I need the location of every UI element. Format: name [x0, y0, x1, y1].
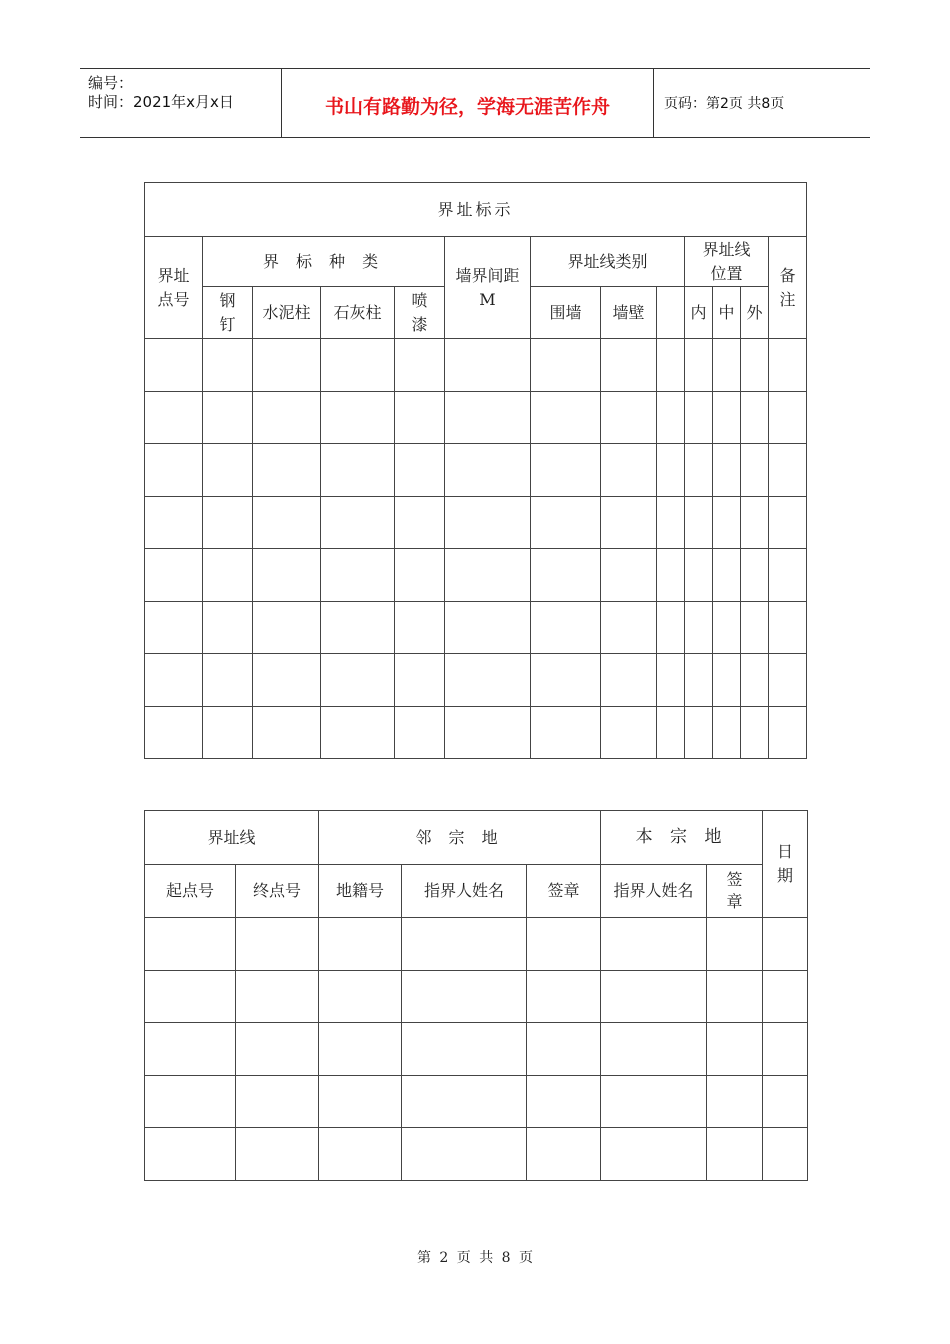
table-cell[interactable]: [531, 444, 601, 497]
table-cell[interactable]: [395, 549, 445, 602]
table-cell[interactable]: [145, 391, 203, 444]
table-cell[interactable]: [319, 1023, 402, 1076]
table-cell[interactable]: [657, 391, 685, 444]
table-cell[interactable]: [145, 706, 203, 759]
header-neighbor-parcel: 邻 宗 地: [319, 811, 601, 865]
table-cell[interactable]: [769, 339, 807, 392]
page-header: [80, 68, 870, 138]
table-cell[interactable]: [145, 444, 203, 497]
table-cell[interactable]: [531, 496, 601, 549]
table-cell[interactable]: [769, 706, 807, 759]
table-cell[interactable]: [741, 496, 769, 549]
table-cell[interactable]: [445, 601, 531, 654]
table-cell[interactable]: [321, 391, 395, 444]
table-cell[interactable]: [601, 549, 657, 602]
table-cell[interactable]: [531, 339, 601, 392]
table-cell[interactable]: [657, 339, 685, 392]
table-cell[interactable]: [319, 970, 402, 1023]
table-cell[interactable]: [321, 444, 395, 497]
table-cell[interactable]: [685, 339, 713, 392]
table-cell[interactable]: [145, 1075, 236, 1128]
table-cell[interactable]: [713, 601, 741, 654]
boundary-line-rows: [145, 918, 808, 1181]
table-cell[interactable]: [236, 918, 319, 971]
table-cell[interactable]: [402, 1128, 527, 1181]
table-cell[interactable]: [685, 654, 713, 707]
table-cell[interactable]: [707, 1075, 763, 1128]
table-cell[interactable]: [769, 601, 807, 654]
table-cell[interactable]: [601, 918, 707, 971]
table-cell[interactable]: [203, 549, 253, 602]
table-cell[interactable]: [145, 918, 236, 971]
table-cell[interactable]: [763, 970, 808, 1023]
table-cell[interactable]: [395, 601, 445, 654]
table-cell[interactable]: [253, 496, 321, 549]
table-cell[interactable]: [145, 339, 203, 392]
table-cell[interactable]: [707, 970, 763, 1023]
header-line-category: 界址线类别: [531, 237, 685, 287]
table-title: 界址标示: [145, 183, 807, 237]
table-cell[interactable]: [321, 496, 395, 549]
marker-spray-paint: 喷漆: [395, 287, 445, 339]
table-row: [145, 444, 807, 497]
table-cell[interactable]: [657, 654, 685, 707]
table-cell[interactable]: [203, 391, 253, 444]
table-cell[interactable]: [531, 391, 601, 444]
position-inner: 内: [685, 287, 713, 339]
header-meta: [80, 69, 282, 137]
table-cell[interactable]: [145, 654, 203, 707]
table-cell[interactable]: [741, 444, 769, 497]
table-cell[interactable]: [741, 339, 769, 392]
table-row: [145, 970, 808, 1023]
header-page-info: 页码：第2页 共8页: [664, 96, 785, 112]
table-cell[interactable]: [713, 706, 741, 759]
table-cell[interactable]: [769, 391, 807, 444]
table-cell[interactable]: [601, 654, 657, 707]
table-cell[interactable]: [527, 1023, 601, 1076]
table-cell[interactable]: [713, 496, 741, 549]
table-cell[interactable]: [707, 918, 763, 971]
header-point-number: 界址点号: [145, 237, 203, 339]
header-wall-distance: 墙界间距M: [445, 237, 531, 339]
table-cell[interactable]: [741, 601, 769, 654]
table-cell[interactable]: [601, 1128, 707, 1181]
table-cell[interactable]: [253, 339, 321, 392]
table-cell[interactable]: [527, 1075, 601, 1128]
table-cell[interactable]: [402, 1075, 527, 1128]
table-cell[interactable]: [531, 549, 601, 602]
table-cell[interactable]: [685, 706, 713, 759]
table-cell[interactable]: [321, 549, 395, 602]
header-line-position: 界址线位置: [685, 237, 769, 287]
header-date: 日期: [763, 811, 808, 918]
header-this-parcel: 本 宗 地: [601, 811, 763, 865]
line-type-blank: [657, 287, 685, 339]
header-marker-type: 界 标 种 类: [203, 237, 445, 287]
table-cell[interactable]: [145, 1023, 236, 1076]
table-cell[interactable]: [531, 706, 601, 759]
table-row: [145, 391, 807, 444]
table-cell[interactable]: [321, 339, 395, 392]
table-cell[interactable]: [402, 918, 527, 971]
table-cell[interactable]: [253, 706, 321, 759]
header-start-point: 起点号: [145, 865, 236, 918]
table-cell[interactable]: [707, 1023, 763, 1076]
table-cell[interactable]: [713, 339, 741, 392]
table-cell[interactable]: [657, 706, 685, 759]
marker-steel-nail: 钢钉: [203, 287, 253, 339]
table-cell[interactable]: [445, 549, 531, 602]
table-row: [145, 549, 807, 602]
table-cell[interactable]: [685, 496, 713, 549]
table-cell[interactable]: [527, 918, 601, 971]
table-cell[interactable]: [601, 970, 707, 1023]
table-cell[interactable]: [236, 1128, 319, 1181]
table-cell[interactable]: [769, 549, 807, 602]
table-cell[interactable]: [769, 496, 807, 549]
page-footer: 第 2 页 共 8 页: [416, 1250, 534, 1266]
table-cell[interactable]: [601, 339, 657, 392]
table-cell[interactable]: [685, 601, 713, 654]
document-number-label: 编号：: [88, 74, 134, 92]
table-cell[interactable]: [253, 601, 321, 654]
header-boundary-line: 界址线: [145, 811, 319, 865]
table-row: [145, 654, 807, 707]
table-row: [145, 1023, 808, 1076]
header-neighbor-person: 指界人姓名: [402, 865, 527, 918]
boundary-marker-table: [144, 182, 807, 759]
table-cell[interactable]: [395, 391, 445, 444]
table-cell[interactable]: [236, 1023, 319, 1076]
table-cell[interactable]: [685, 444, 713, 497]
table-cell[interactable]: [321, 706, 395, 759]
table-cell[interactable]: [395, 444, 445, 497]
header-neighbor-seal: 签章: [527, 865, 601, 918]
table-row: [145, 1128, 808, 1181]
table-cell[interactable]: [685, 549, 713, 602]
table-cell[interactable]: [253, 549, 321, 602]
table-cell[interactable]: [145, 970, 236, 1023]
table-cell[interactable]: [601, 444, 657, 497]
table-cell[interactable]: [657, 444, 685, 497]
table-cell[interactable]: [145, 601, 203, 654]
table-cell[interactable]: [253, 654, 321, 707]
table-cell[interactable]: [445, 496, 531, 549]
table-cell[interactable]: [236, 1075, 319, 1128]
document-time-label: 时间：2021年x月x日: [88, 93, 234, 111]
table-cell[interactable]: [395, 706, 445, 759]
table-cell[interactable]: [763, 918, 808, 971]
table-cell[interactable]: [741, 654, 769, 707]
header-remarks: 备注: [769, 237, 807, 339]
header-this-seal: 签章: [707, 865, 763, 918]
boundary-marker-rows: [145, 339, 807, 759]
table-cell[interactable]: [253, 444, 321, 497]
table-cell[interactable]: [203, 601, 253, 654]
position-middle: 中: [713, 287, 741, 339]
table-cell[interactable]: [763, 1128, 808, 1181]
table-cell[interactable]: [145, 496, 203, 549]
table-cell[interactable]: [445, 444, 531, 497]
table-cell[interactable]: [601, 1075, 707, 1128]
table-cell[interactable]: [763, 1075, 808, 1128]
table-cell[interactable]: [601, 391, 657, 444]
table-cell[interactable]: [402, 970, 527, 1023]
table-cell[interactable]: [145, 549, 203, 602]
table-cell[interactable]: [236, 970, 319, 1023]
table-cell[interactable]: [769, 654, 807, 707]
table-row: [145, 706, 807, 759]
boundary-line-table: [144, 810, 808, 1181]
table-cell[interactable]: [445, 391, 531, 444]
header-end-point: 终点号: [236, 865, 319, 918]
table-cell[interactable]: [713, 549, 741, 602]
table-cell[interactable]: [395, 496, 445, 549]
table-cell[interactable]: [395, 339, 445, 392]
table-cell[interactable]: [319, 918, 402, 971]
table-cell[interactable]: [657, 496, 685, 549]
table-cell[interactable]: [601, 496, 657, 549]
line-type-wall-surface: 墙壁: [601, 287, 657, 339]
line-type-enclosure-wall: 围墙: [531, 287, 601, 339]
table-cell[interactable]: [203, 444, 253, 497]
table-cell[interactable]: [713, 444, 741, 497]
table-cell[interactable]: [319, 1128, 402, 1181]
table-cell[interactable]: [707, 1128, 763, 1181]
marker-lime-post: 石灰柱: [321, 287, 395, 339]
header-motto: 书山有路勤为径，学海无涯苦作舟: [282, 69, 654, 137]
table-cell[interactable]: [713, 391, 741, 444]
marker-cement-post: 水泥柱: [253, 287, 321, 339]
table-cell[interactable]: [741, 549, 769, 602]
table-row: [145, 1075, 808, 1128]
table-cell[interactable]: [145, 1128, 236, 1181]
header-this-person: 指界人姓名: [601, 865, 707, 918]
table-cell[interactable]: [253, 391, 321, 444]
table-cell[interactable]: [713, 654, 741, 707]
table-cell[interactable]: [402, 1023, 527, 1076]
table-cell[interactable]: [203, 496, 253, 549]
table-cell[interactable]: [657, 601, 685, 654]
table-cell[interactable]: [601, 601, 657, 654]
table-cell[interactable]: [321, 654, 395, 707]
table-cell[interactable]: [769, 444, 807, 497]
table-cell[interactable]: [445, 339, 531, 392]
table-cell[interactable]: [531, 654, 601, 707]
table-cell[interactable]: [203, 339, 253, 392]
table-cell[interactable]: [763, 1023, 808, 1076]
table-cell[interactable]: [531, 601, 601, 654]
table-row: [145, 601, 807, 654]
position-outer: 外: [741, 287, 769, 339]
table-cell[interactable]: [321, 601, 395, 654]
table-cell[interactable]: [203, 706, 253, 759]
table-cell[interactable]: [685, 391, 713, 444]
table-cell[interactable]: [741, 706, 769, 759]
table-cell[interactable]: [657, 549, 685, 602]
table-cell[interactable]: [203, 654, 253, 707]
table-cell[interactable]: [319, 1075, 402, 1128]
table-cell[interactable]: [445, 654, 531, 707]
table-row: [145, 918, 808, 971]
table-cell[interactable]: [445, 706, 531, 759]
table-cell[interactable]: [601, 1023, 707, 1076]
table-cell[interactable]: [741, 391, 769, 444]
table-cell[interactable]: [395, 654, 445, 707]
table-row: [145, 339, 807, 392]
table-cell[interactable]: [601, 706, 657, 759]
table-row: [145, 496, 807, 549]
table-cell[interactable]: [527, 970, 601, 1023]
header-cadastral-number: 地籍号: [319, 865, 402, 918]
table-cell[interactable]: [527, 1128, 601, 1181]
